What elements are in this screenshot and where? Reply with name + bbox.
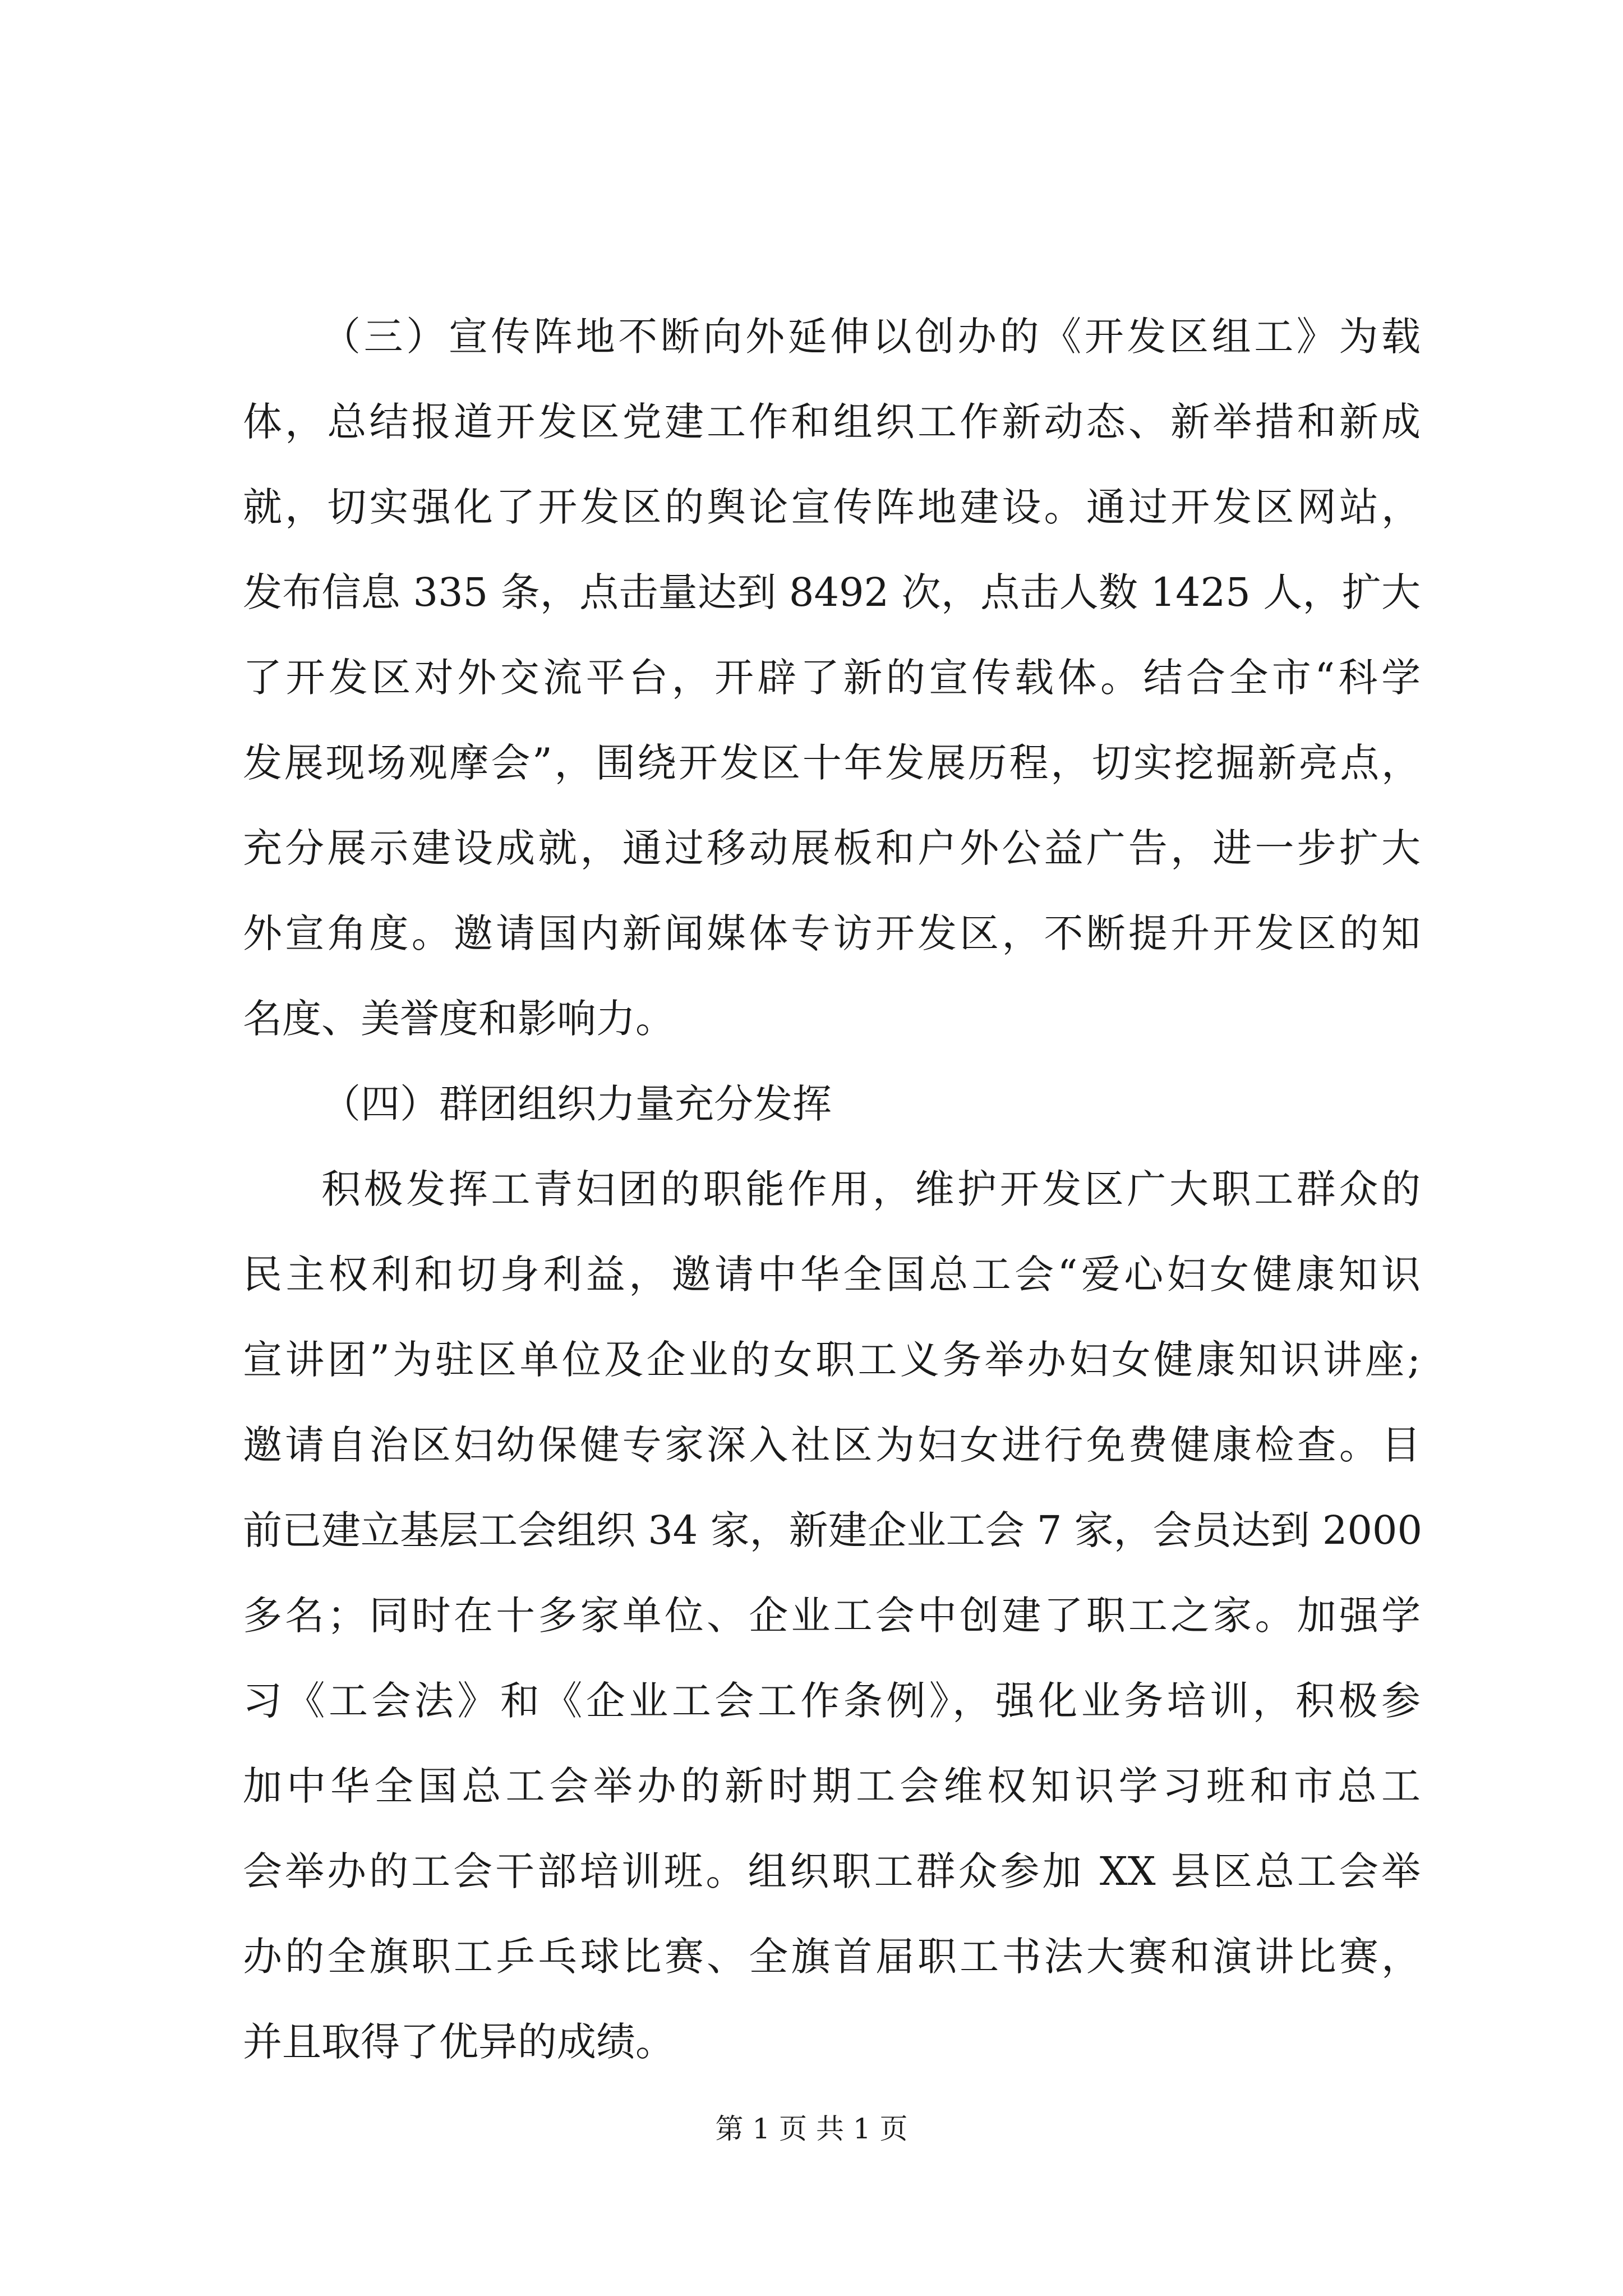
paragraph-line: 民主权利和切身利益，邀请中华全国总工会“爱心妇女健康知识	[243, 1251, 1421, 1297]
paragraph-line: 了开发区对外交流平台，开辟了新的宣传载体。结合全市“科学	[243, 655, 1421, 701]
paragraph-line: 发展现场观摩会”，围绕开发区十年发展历程，切实挖掘新亮点，	[243, 740, 1421, 786]
paragraph-line: 邀请自治区妇幼保健专家深入社区为妇女进行免费健康检查。目	[243, 1422, 1421, 1468]
paragraph-line: 就，切实强化了开发区的舆论宣传阵地建设。通过开发区网站，	[243, 484, 1421, 530]
paragraph-line: 并且取得了优异的成绩。	[243, 2019, 675, 2065]
paragraph-line: 积极发挥工青妇团的职能作用，维护开发区广大职工群众的	[321, 1166, 1421, 1212]
paragraph-line: 名度、美誉度和影响力。	[243, 996, 675, 1042]
paragraph-line: 充分展示建设成就，通过移动展板和户外公益广告，进一步扩大	[243, 825, 1421, 871]
paragraph-line: 加中华全国总工会举办的新时期工会维权知识学习班和市总工	[243, 1763, 1421, 1809]
paragraph-line: 发布信息 335 条，点击量达到 8492 次，点击人数 1425 人，扩大	[243, 569, 1421, 615]
paragraph-line: 会举办的工会干部培训班。组织职工群众参加 XX 县区总工会举	[243, 1848, 1421, 1894]
paragraph-line: （三）宣传阵地不断向外延伸以创办的《开发区组工》为载	[321, 314, 1421, 360]
paragraph-line: 习《工会法》和《企业工会工作条例》，强化业务培训，积极参	[243, 1678, 1421, 1724]
paragraph-line: 宣讲团”为驻区单位及企业的女职工义务举办妇女健康知识讲座;	[243, 1337, 1421, 1383]
paragraph-line: 多名；同时在十多家单位、企业工会中创建了职工之家。加强学	[243, 1593, 1421, 1639]
paragraph-line: 前已建立基层工会组织 34 家，新建企业工会 7 家，会员达到 2000	[243, 1507, 1423, 1553]
page-footer: 第 1 页 共 1 页	[715, 2113, 908, 2145]
paragraph-line: 体，总结报道开发区党建工作和组织工作新动态、新举措和新成	[243, 399, 1421, 445]
section-heading: （四）群团组织力量充分发挥	[321, 1081, 832, 1127]
paragraph-line: 办的全旗职工乒乓球比赛、全旗首届职工书法大赛和演讲比赛，	[243, 1934, 1421, 1980]
paragraph-line: 外宣角度。邀请国内新闻媒体专访开发区，不断提升开发区的知	[243, 910, 1421, 956]
